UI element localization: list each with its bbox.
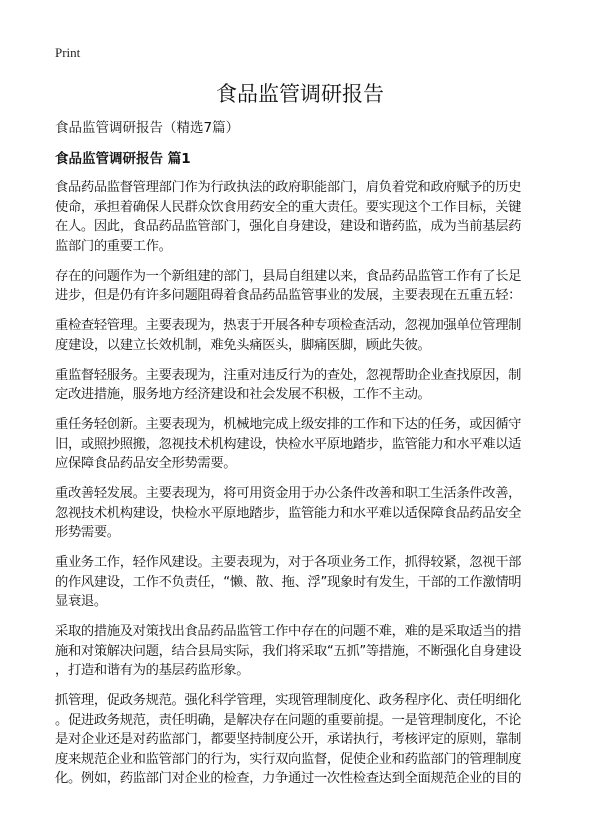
paragraph-line: 忽视技术机构建设，快检水平原地踏步，监管能力和水平难以适保障食品药品安全 bbox=[55, 505, 522, 521]
paragraph-line: 应保障食品药品安全形势需要。 bbox=[55, 456, 237, 471]
paragraph bbox=[55, 316, 555, 355]
paragraph-line: 度建设，以建立长效机制，难免头痛医头，脚痛医脚，顾此失彼。 bbox=[55, 337, 431, 353]
paragraph bbox=[55, 267, 555, 306]
paragraph-line: 重检查轻管理。主要表现为，热衷于开展各种专项检查活动，忽视加强单位管理制 bbox=[55, 318, 522, 333]
paragraph-line: 是对企业还是对药监部门，都要坚持制度公开，承诺执行，考核评定的原则，靠制 bbox=[55, 732, 522, 747]
paragraph-list bbox=[55, 178, 555, 789]
paragraph-line: 监部门的重要工作。 bbox=[55, 238, 172, 254]
paragraph bbox=[55, 415, 555, 474]
paragraph-line: 采取的措施及对策找出食品药品监管工作中存在的问题不难，难的是采取适当的措 bbox=[55, 624, 522, 639]
paragraph-line: 施和对策解决问题，结合县局实际，我们将采取“五抓”等措施，不断强化自身建设 bbox=[55, 643, 522, 659]
paragraph-line: 进步，但是仍有许多问题阻碍着食品药品监管事业的发展，主要表现在五重五轻： bbox=[55, 288, 522, 303]
paragraph-line: 。促进政务规范，责任明确，是解决存在问题的重要前提。一是管理制度化，不论 bbox=[55, 712, 522, 728]
section-heading: 食品监管调研报告 篇1 bbox=[55, 151, 191, 167]
paragraph-line: 食品药品监督管理部门作为行政执法的政府职能部门，肩负着党和政府赋予的历史 bbox=[55, 180, 522, 195]
paragraph-line: 度来规范企业和监管部门的行为，实行双向监督，促使企业和药监部门的管理制度 bbox=[55, 751, 522, 767]
paragraph bbox=[55, 178, 555, 256]
document-body bbox=[55, 118, 555, 799]
paragraph bbox=[55, 484, 555, 543]
paragraph-line: 定改进措施，服务地方经济建设和社会发展不积极，工作不主动。 bbox=[55, 387, 431, 402]
paragraph-line: 化。例如，药监部门对企业的检查，力争通过一次性检查达到全面规范企业的目的 bbox=[55, 771, 522, 786]
paragraph bbox=[55, 366, 555, 405]
paragraph-line: 抓管理，促政务规范。强化科学管理，实现管理制度化、政务程序化、责任明细化 bbox=[55, 693, 522, 708]
paragraph-line: 在人。因此，食品药品监管部门，强化自身建设，建设和谐药监，成为当前基层药 bbox=[55, 219, 522, 234]
paragraph-line: 重改善轻发展。主要表现为，将可用资金用于办公条件改善和职工生活条件改善， bbox=[55, 486, 522, 501]
document-title: 食品监管调研报告 bbox=[216, 82, 384, 106]
paragraph-line: 重任务轻创新。主要表现为，机械地完成上级安排的工作和下达的任务，或因循守 bbox=[55, 417, 522, 432]
paragraph-line: 重业务工作，轻作风建设。主要表现为，对于各项业务工作，抓得较紧，忽视干部 bbox=[55, 555, 522, 570]
paragraph bbox=[55, 691, 555, 789]
paragraph-line: 的作风建设，工作不负责任，“懒、散、拖、浮”现象时有发生，干部的工作激情明 bbox=[55, 574, 522, 590]
paragraph-line: 形势需要。 bbox=[55, 525, 120, 540]
document-subtitle: 食品监管调研报告（精选7篇） bbox=[55, 120, 240, 136]
paragraph bbox=[55, 622, 555, 681]
paragraph-line: 存在的问题作为一个新组建的部门，县局自组建以来，食品药品监管工作有了长足 bbox=[55, 268, 522, 284]
paragraph bbox=[55, 553, 555, 612]
paragraph-line: 旧，或照抄照搬，忽视技术机构建设，快检水平原地踏步，监管能力和水平难以适 bbox=[55, 436, 522, 452]
paragraph-line: 使命，承担着确保人民群众饮食用药安全的重大责任。要实现这个工作目标，关键 bbox=[55, 199, 522, 215]
paragraph-line: ，打造和谐有为的基层药监形象。 bbox=[55, 663, 250, 678]
paragraph-line: 显衰退。 bbox=[55, 594, 107, 609]
paragraph-line: 重监督轻服务。主要表现为，注重对违反行为的查处，忽视帮助企业查找原因，制 bbox=[55, 367, 522, 383]
print-link[interactable]: Print bbox=[55, 45, 81, 60]
